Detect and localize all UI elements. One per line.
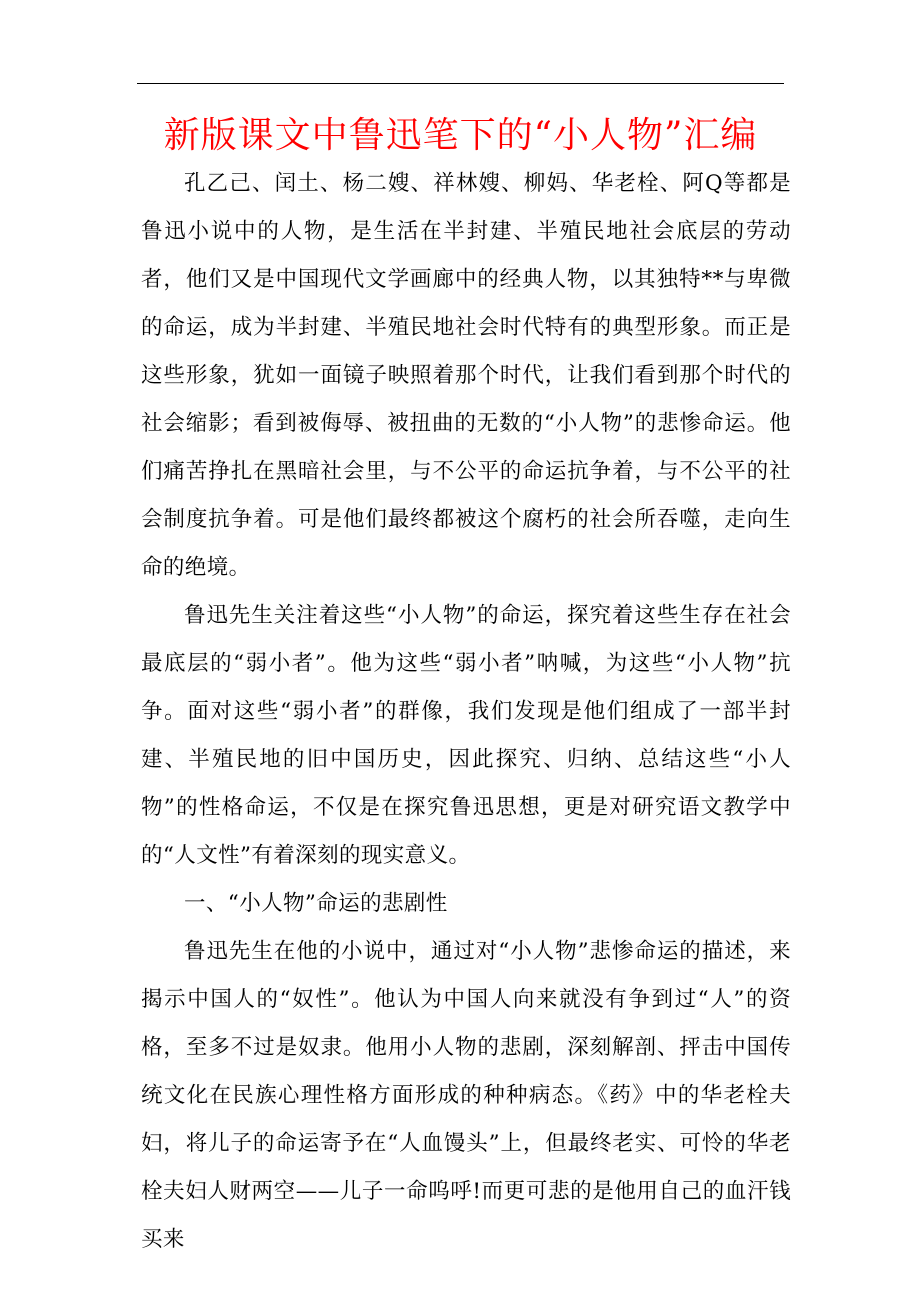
header-rule	[137, 83, 784, 84]
section-heading: 一、“小人物”命运的悲剧性	[184, 891, 448, 916]
paragraph-focus: 鲁迅先生关注着这些“小人物”的命运，探究着这些生存在社会最底层的“弱小者”。他为这些“弱小者”呐喊，为这些“小人物”抗争。面对这些“弱小者”的群像，我们发现是他们组成了一部半封建、半殖民地的旧中国历史，因此探究、归纳、总结这些“小人物”的性格命运，不仅是在探究鲁迅思想，更是对研究语文教学中的“人文性”有着深刻的现实意义。	[141, 603, 791, 868]
paragraph-intro: 孔乙己、闰土、杨二嫂、祥林嫂、柳妈、华老栓、阿Q等都是鲁迅小说中的人物，是生活在半封建、半殖民地社会底层的劳动者，他们又是中国现代文学画廊中的经典人物，以其独特**与卑微的命运，成为半封建、半殖民地社会时代特有的典型形象。而正是这些形象，犹如一面镜子映照着那个时代，让我们看到那个时代的社会缩影；看到被侮辱、被扭曲的无数的“小人物”的悲惨命运。他们痛苦挣扎在黑暗社会里，与不公平的命运抗争着，与不公平的社会制度抗争着。可是他们最终都被这个腐朽的社会所吞噬，走向生命的绝境。	[141, 171, 791, 580]
document-body	[141, 160, 791, 1264]
document-title: 新版课文中鲁迅笔下的“小人物”汇编	[163, 115, 758, 156]
paragraph-section-one: 鲁迅先生在他的小说中，通过对“小人物”悲惨命运的描述，来揭示中国人的“奴性”。他认为中国人向来就没有争到过“人”的资格，至多不过是奴隶。他用小人物的悲剧，深刻解剖、抨击中国传统文化在民族心理性格方面形成的种种病态。《药》中的华老栓夫妇，将儿子的命运寄予在“人血馒头”上，但最终老实、可怜的华老栓夫妇人财两空——儿子一命呜呼!而更可悲的是他用自己的血汗钱买来	[141, 939, 791, 1252]
